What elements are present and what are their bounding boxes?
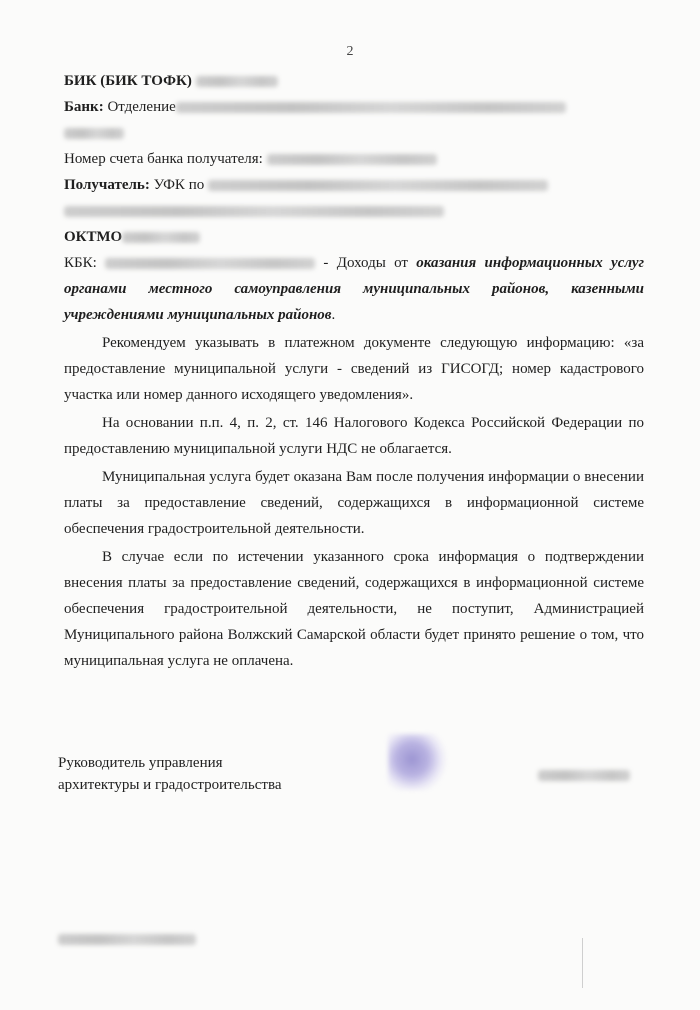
signatory-title-line1: Руководитель управления [58, 755, 223, 771]
signatory-title-line2: архитектуры и градостроительства [58, 777, 282, 793]
kbk-end: . [331, 307, 336, 323]
account-row [64, 146, 644, 172]
redacted-recipient [208, 180, 548, 191]
kbk-description: оказания информационных услуг органами местного самоуправления муниципальных районов, казенными учреждениями муниципальных районов [64, 255, 645, 323]
kbk-dash: - Доходы от [323, 255, 408, 271]
bank-row [64, 94, 644, 120]
redacted-bik [196, 76, 278, 87]
page-number: 2 [346, 44, 354, 59]
paragraph-payment-note: Рекомендуем указывать в платежном документе следующую информацию: «за предоставление муниципальной услуги - сведений из ГИСОГД; номер кадастрового участка или номер данного исходящего уведомления». [64, 335, 644, 403]
oktmo-label: ОКТМО [64, 229, 123, 245]
recipient-label: Получатель: [64, 177, 150, 193]
redacted-footer [58, 934, 196, 945]
redacted-recipient-cont [64, 206, 444, 217]
kbk-paragraph [64, 250, 644, 328]
bik-row [64, 68, 644, 94]
page-edge-line [582, 938, 583, 988]
account-label: Номер счета банка получателя: [64, 151, 263, 167]
bank-prefix: Отделение [107, 99, 176, 115]
oktmo-row [64, 224, 644, 250]
redacted-signatory-name [538, 770, 630, 781]
bank-label: Банк: [64, 99, 104, 115]
redacted-kbk [105, 258, 315, 269]
paragraph-confirmation: В случае если по истечении указанного срока информация о подтверждении внесения платы за предоставление сведений, содержащихся в информационной системе обеспечения градостроительной деятельности, не поступит, Администрацией Муниципального района Волжский Самарской области будет принято решение о том, что муниципальная услуга не оплачена. [64, 549, 644, 669]
redacted-oktmo [122, 232, 200, 243]
kbk-label: КБК: [64, 255, 97, 271]
document-body [64, 68, 644, 674]
paragraph-service: Муниципальная услуга будет оказана Вам после получения информации о внесении платы за предоставление сведений, содержащихся в информационной системе обеспечения градостроительной деятельности. [64, 469, 644, 537]
recipient-row-continued [64, 198, 644, 224]
redacted-bank-cont [64, 128, 124, 139]
recipient-row [64, 172, 644, 198]
signature-block [58, 752, 658, 796]
redacted-account [267, 154, 437, 165]
redacted-bank [176, 102, 566, 113]
bik-label: БИК (БИК ТОФК) [64, 73, 192, 89]
paragraph-vat: На основании п.п. 4, п. 2, ст. 146 Налогового Кодекса Российской Федерации по предоставлению муниципальной услуги НДС не облагается. [64, 415, 644, 457]
bank-row-continued [64, 120, 644, 146]
signature-stamp-icon [388, 734, 448, 790]
recipient-prefix: УФК по [153, 177, 205, 193]
